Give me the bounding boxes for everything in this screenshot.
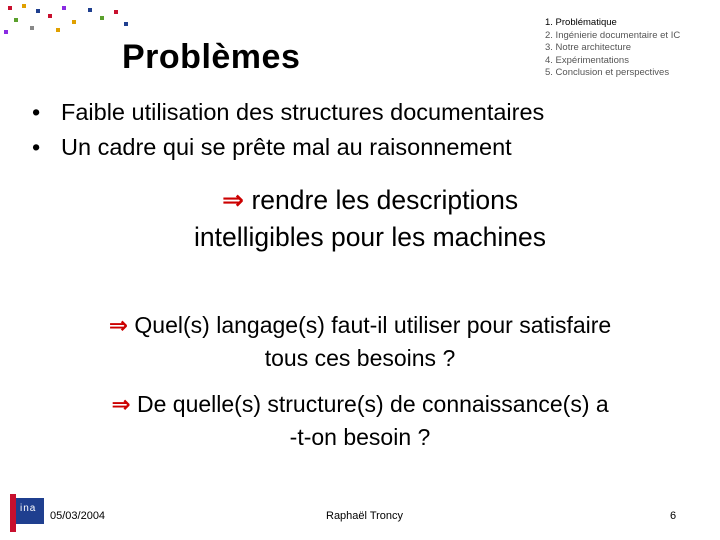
question-line-2: -t-on besoin ?	[289, 424, 431, 450]
bullet-text: Faible utilisation des structures documentaires	[61, 99, 545, 125]
logo-text: ina	[20, 503, 37, 514]
outline-item-4: 4. Expérimentations	[545, 54, 629, 66]
bullet-text: Un cadre qui se prête mal au raisonnement	[61, 134, 512, 160]
implication-line-2: intelligibles pour les machines	[193, 222, 547, 252]
outline-item-1: 1. Problématique	[545, 17, 617, 28]
question-line-2: tous ces besoins ?	[264, 345, 456, 371]
question-block-2	[40, 388, 680, 453]
bullet-icon: •	[32, 134, 41, 160]
implies-arrow-icon: ⇒	[108, 313, 129, 339]
decorative-dots	[0, 0, 140, 40]
outline-item-2: 2. Ingénierie documentaire et IC	[545, 29, 681, 41]
footer-author: Raphaël Troncy	[326, 510, 404, 522]
implication-block	[130, 182, 610, 255]
ina-logo	[10, 494, 44, 532]
implies-arrow-icon: ⇒	[221, 185, 245, 216]
outline-item-5: 5. Conclusion et perspectives	[545, 67, 670, 78]
implies-arrow-icon: ⇒	[111, 392, 131, 418]
bullet-icon: •	[32, 99, 41, 125]
slide-title: Problèmes	[122, 38, 301, 76]
question-line-1: Quel(s) langage(s) faut-il utiliser pour satisfaire	[134, 312, 612, 338]
bullet-list	[32, 95, 544, 165]
question-block-1	[40, 309, 680, 374]
implication-line-1: rendre les descriptions	[251, 185, 519, 215]
outline-item-3: 3. Notre architecture	[545, 42, 632, 53]
footer-page-number: 6	[670, 510, 677, 522]
question-line-1: De quelle(s) structure(s) de connaissance(s) a	[136, 391, 609, 417]
footer-date: 05/03/2004	[50, 510, 106, 522]
bullet-item	[32, 130, 544, 165]
section-outline	[545, 17, 680, 80]
bullet-item	[32, 95, 544, 130]
